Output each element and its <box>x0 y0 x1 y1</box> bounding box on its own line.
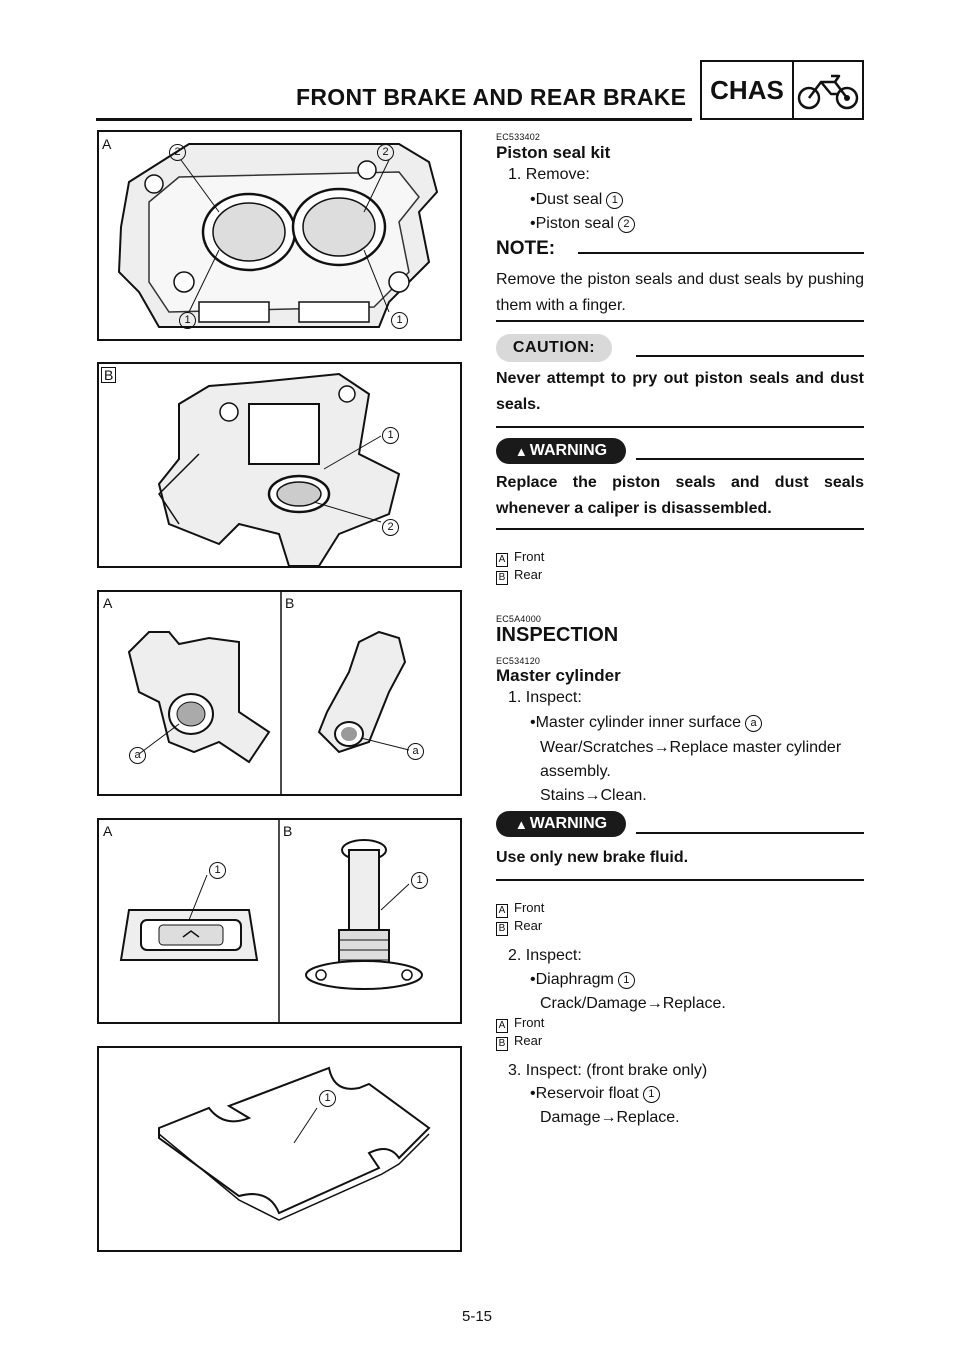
warning-icon: ▲ <box>514 443 528 459</box>
figure-reservoir-float <box>97 1046 462 1252</box>
list-item: •Reservoir float 1 <box>530 1085 660 1103</box>
callout: a <box>407 743 424 760</box>
figure-master-cylinder <box>97 590 462 796</box>
callout: a <box>745 715 762 732</box>
warning-label: ▲ WARNING <box>496 438 626 464</box>
section-heading: Piston seal kit <box>496 143 611 162</box>
callout: 1 <box>179 312 196 329</box>
warning-icon: ▲ <box>514 816 528 832</box>
callout: a <box>129 747 146 764</box>
warning-label: ▲ WARNING <box>496 811 626 837</box>
note-rule <box>578 252 864 254</box>
callout: 1 <box>411 872 428 889</box>
check-text: Wear/Scratches→Replace master cylinder <box>540 739 842 756</box>
callout: 1 <box>209 862 226 879</box>
legend-item: A Front <box>496 549 544 567</box>
caution-rule <box>636 355 864 357</box>
view-label: A <box>103 823 113 839</box>
figure-diaphragm <box>97 818 462 1024</box>
check-text: Crack/Damage→Replace. <box>540 995 726 1012</box>
divider <box>496 528 864 530</box>
step-text: 1. Remove: <box>508 166 590 183</box>
callout: 1 <box>319 1090 336 1107</box>
header-rule <box>96 118 692 121</box>
list-item: •Piston seal 2 <box>530 215 635 233</box>
callout: 2 <box>169 144 186 161</box>
page-number: 5-15 <box>462 1308 493 1325</box>
doc-code: EC533402 <box>496 132 541 142</box>
figure-front-caliper <box>97 130 462 341</box>
legend-item: A Front <box>496 900 544 918</box>
legend-item: B Rear <box>496 567 542 585</box>
warning-text: Use only new brake fluid. <box>496 849 689 866</box>
callout: 1 <box>643 1086 660 1103</box>
section-label: CHAS <box>702 62 794 118</box>
check-text: assembly. <box>540 763 611 780</box>
callout: 2 <box>618 216 635 233</box>
list-item: •Diaphragm 1 <box>530 971 635 989</box>
divider <box>496 426 864 428</box>
warning-text: Replace the piston seals and dust seals whenever a caliper is disassembled. <box>496 474 864 517</box>
warning-rule <box>636 458 864 460</box>
callout: 1 <box>391 312 408 329</box>
section-tab <box>700 60 864 120</box>
warning-rule <box>636 832 864 834</box>
view-label: B <box>283 823 293 839</box>
motorcycle-icon <box>794 62 862 118</box>
check-text: Damage→Replace. <box>540 1109 680 1126</box>
view-label: B <box>101 367 116 383</box>
callout: 1 <box>382 427 399 444</box>
doc-code: EC534120 <box>496 656 541 666</box>
page-title: FRONT BRAKE AND REAR BRAKE <box>296 84 687 110</box>
note-text: Remove the piston seals and dust seals by pushing them with a finger. <box>496 271 864 314</box>
callout: 1 <box>606 192 623 209</box>
view-label: A <box>103 595 113 611</box>
section-heading: INSPECTION <box>496 624 619 646</box>
legend-item: B Rear <box>496 918 542 936</box>
callout: 2 <box>382 519 399 536</box>
caution-text: Never attempt to pry out piston seals and dust seals. <box>496 370 864 413</box>
note-label: NOTE: <box>496 238 556 259</box>
doc-code: EC5A4000 <box>496 614 542 624</box>
step-text: 2. Inspect: <box>508 947 582 964</box>
divider <box>496 320 864 322</box>
figure-rear-caliper <box>97 362 462 568</box>
section-heading: Master cylinder <box>496 666 621 685</box>
list-item: •Master cylinder inner surface a <box>530 714 762 732</box>
view-label: A <box>102 136 112 152</box>
caution-label: CAUTION: <box>496 334 612 362</box>
callout: 2 <box>377 144 394 161</box>
legend-item: B Rear <box>496 1033 542 1051</box>
step-text: 3. Inspect: (front brake only) <box>508 1062 708 1079</box>
legend-item: A Front <box>496 1015 544 1033</box>
divider <box>496 879 864 881</box>
view-label: B <box>285 595 295 611</box>
list-item: •Dust seal 1 <box>530 191 623 209</box>
callout: 1 <box>618 972 635 989</box>
check-text: Stains→Clean. <box>540 787 647 804</box>
step-text: 1. Inspect: <box>508 689 582 706</box>
